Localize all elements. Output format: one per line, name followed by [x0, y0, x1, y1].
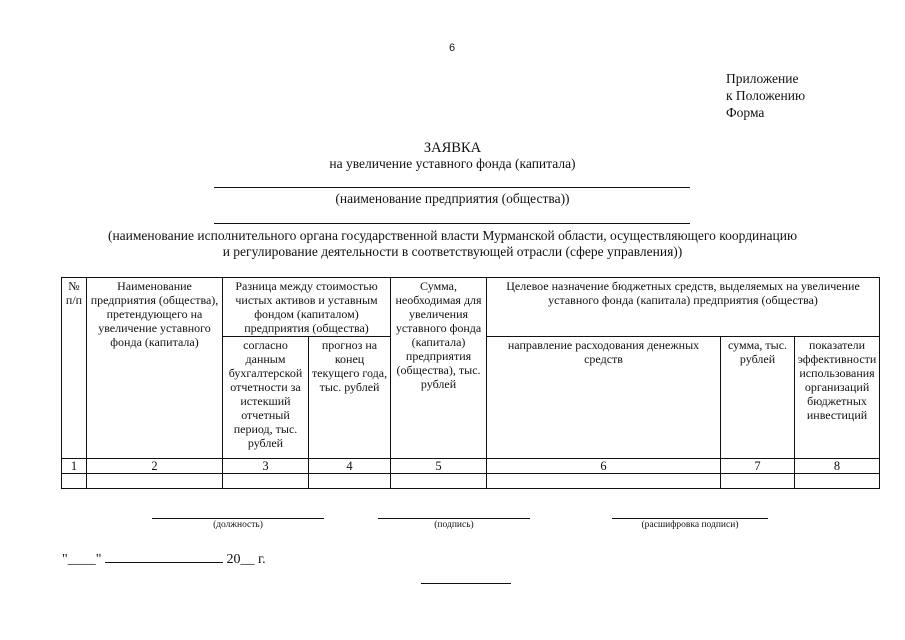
date-line	[62, 550, 266, 568]
column-number: 3	[223, 458, 309, 473]
empty-cell	[223, 473, 309, 488]
column-number: 7	[721, 458, 795, 473]
enterprise-name-line	[214, 187, 690, 188]
authority-caption-line-2: и регулирование деятельности в соответствующей отрасли (сфере управления))	[222, 244, 683, 259]
empty-cell	[309, 473, 391, 488]
enterprise-name-caption: (наименование предприятия (общества))	[335, 191, 570, 206]
signature-line	[378, 518, 530, 519]
date-close-quote: "	[95, 552, 102, 567]
header-spending-direction: направление расходования денежных средств	[487, 337, 721, 459]
decoding-line	[612, 518, 768, 519]
authority-caption-line-1: (наименование исполнительного органа государственной власти Мурманской области, осуществляющего координацию	[107, 228, 798, 243]
empty-cell	[62, 473, 87, 488]
decoding-caption: (расшифровка подписи)	[641, 520, 739, 530]
header-net-assets-difference: Разница между стоимостью чистых активов и уставным фондом (капиталом) предприятия (общества)	[223, 278, 391, 337]
header-amount: сумма, тыс. рублей	[721, 337, 795, 459]
position-line	[152, 518, 324, 519]
empty-cell	[487, 473, 721, 488]
column-number: 4	[309, 458, 391, 473]
appendix-line-2: к Положению	[726, 88, 806, 103]
column-number: 6	[487, 458, 721, 473]
header-efficiency-indicators: показатели эффективности использования организаций бюджетных инвестиций	[795, 337, 880, 459]
header-enterprise-name: Наименование предприятия (общества), претендующего на увеличение уставного фонда (капитала)	[87, 278, 223, 459]
header-budget-purpose: Целевое назначение бюджетных средств, выделяемых на увеличение уставного фонда (капитала) предприятия (общества)	[487, 278, 880, 337]
appendix-line-3: Форма	[726, 105, 765, 120]
empty-cell	[391, 473, 487, 488]
empty-data-row	[62, 473, 880, 488]
appendix-line-1: Приложение	[726, 71, 799, 86]
column-number-row	[62, 458, 880, 473]
date-year-blank: __	[240, 552, 255, 567]
appendix-note	[726, 70, 805, 121]
header-year-end-forecast: прогноз на конец текущего года, тыс. рублей	[309, 337, 391, 459]
empty-cell	[87, 473, 223, 488]
date-day-blank: ____	[67, 552, 96, 567]
column-number: 5	[391, 458, 487, 473]
date-open-quote: "	[62, 552, 68, 567]
empty-cell	[795, 473, 880, 488]
page-number: 6	[448, 42, 456, 54]
date-month-blank	[105, 550, 223, 563]
column-number: 8	[795, 458, 880, 473]
bottom-separator	[421, 583, 511, 584]
authority-name-line	[214, 223, 690, 224]
request-table	[61, 277, 880, 489]
header-required-sum: Сумма, необходимая для увеличения уставного фонда (капитала) предприятия (общества), тыс. рублей	[391, 278, 487, 459]
empty-cell	[721, 473, 795, 488]
column-number: 1	[62, 458, 87, 473]
column-number: 2	[87, 458, 223, 473]
document-subtitle: на увеличение уставного фонда (капитала)	[329, 156, 576, 171]
header-per-accounting: согласно данным бухгалтерской отчетности за истекший отчетный период, тыс. рублей	[223, 337, 309, 459]
date-year-prefix: 20	[226, 552, 241, 567]
date-year-suffix: г.	[257, 552, 266, 567]
position-caption: (должность)	[213, 520, 263, 530]
header-no: № п/п	[62, 278, 87, 459]
document-title: ЗАЯВКА	[423, 140, 482, 156]
signature-caption: (подпись)	[434, 520, 474, 530]
